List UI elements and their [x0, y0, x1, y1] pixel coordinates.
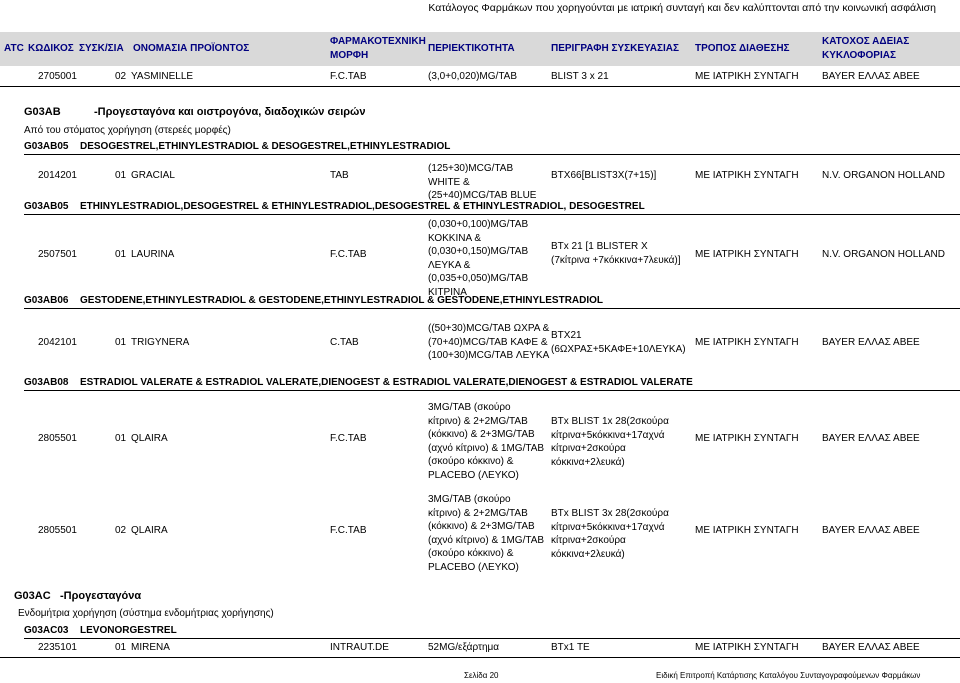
- col-strength: ΠΕΡΙΕΚΤΙΚΟΤΗΤΑ: [428, 43, 515, 54]
- substance-divider: [24, 214, 960, 215]
- row-supply: ΜΕ ΙΑΤΡΙΚΗ ΣΥΝΤΑΓΗ: [695, 642, 799, 653]
- footer-committee: Ειδική Επιτροπή Κατάρτισης Καταλόγου Συνταγογραφούμενων Φαρμάκων: [656, 671, 921, 680]
- row-package: BTX21 (6ΩΧΡΑΣ+5ΚΑΦΕ+10ΛΕΥΚΑ): [551, 330, 686, 355]
- row-name: MIRENA: [131, 642, 170, 653]
- row-pack: 01: [115, 170, 127, 181]
- substance-divider: [24, 638, 960, 639]
- atc-group-title: -Προγεσταγόνα: [60, 590, 142, 602]
- page-title: Κατάλογος Φαρμάκων που χορηγούνται με ιατρική συνταγή και δεν καλύπτονται από την κοινωνική ασφάλιση: [428, 2, 936, 14]
- route-label: Ενδομήτρια χορήγηση (σύστημα ενδομήτριας χορήγησης): [18, 608, 274, 619]
- substance-code: G03AB08: [24, 377, 69, 388]
- column-header-bar: [0, 32, 960, 66]
- row-form: F.C.TAB: [330, 525, 367, 536]
- row-form: F.C.TAB: [330, 249, 367, 260]
- row-holder: BAYER ΕΛΛΑΣ ΑΒΕΕ: [822, 337, 920, 348]
- route-label: Από του στόματος χορήγηση (στερεές μορφές): [24, 125, 231, 136]
- col-name: ΟΝΟΜΑΣΙΑ ΠΡΟΪΟΝΤΟΣ: [133, 43, 250, 54]
- row-package: BTx BLIST 3x 28(2σκούρα κίτρινα+5κόκκινα+17αχνά κίτρινα+2σκούρα κόκκινα+2λευκά): [551, 508, 669, 560]
- row-code: 2235101: [38, 642, 77, 653]
- page-number: Σελίδα 20: [464, 671, 499, 680]
- row-pack: 01: [115, 642, 127, 653]
- substance-code: G03AB05: [24, 141, 69, 152]
- col-package: ΠΕΡΙΓΡΑΦΗ ΣΥΣΚΕΥΑΣΙΑΣ: [551, 43, 679, 54]
- row-holder: BAYER ΕΛΛΑΣ ΑΒΕΕ: [822, 525, 920, 536]
- col-form: ΦΑΡΜΑΚΟΤΕΧΝΙΚΗ ΜΟΡΦΗ: [330, 36, 426, 61]
- row-code: 2805501: [38, 525, 77, 536]
- row-supply: ΜΕ ΙΑΤΡΙΚΗ ΣΥΝΤΑΓΗ: [695, 433, 799, 444]
- row-supply: ΜΕ ΙΑΤΡΙΚΗ ΣΥΝΤΑΓΗ: [695, 525, 799, 536]
- substance-divider: [24, 308, 960, 309]
- row-supply: ΜΕ ΙΑΤΡΙΚΗ ΣΥΝΤΑΓΗ: [695, 71, 799, 82]
- row-name: QLAIRA: [131, 433, 168, 444]
- row-package: BLIST 3 x 21: [551, 71, 609, 82]
- substance-code: G03AB06: [24, 295, 69, 306]
- substance-code: G03AB05: [24, 201, 69, 212]
- atc-group-code: G03AB: [24, 106, 61, 118]
- atc-group-code: G03AC: [14, 590, 51, 602]
- row-package: BTx BLIST 1x 28(2σκούρα κίτρινα+5κόκκινα+17αχνά κίτρινα+2σκούρα κόκκινα+2λευκά): [551, 416, 669, 468]
- substance-divider: [24, 390, 960, 391]
- row-name: LAURINA: [131, 249, 175, 260]
- row-name: TRIGYNERA: [131, 337, 190, 348]
- substance-title: LEVONORGESTREL: [80, 625, 177, 636]
- row-pack: 01: [115, 433, 127, 444]
- row-pack: 01: [115, 337, 127, 348]
- row-holder: BAYER ΕΛΛΑΣ ΑΒΕΕ: [822, 433, 920, 444]
- col-code: ΚΩΔΙΚΟΣ: [28, 43, 74, 54]
- row-holder: BAYER ΕΛΛΑΣ ΑΒΕΕ: [822, 642, 920, 653]
- col-holder: ΚΑΤΟΧΟΣ ΑΔΕΙΑΣ ΚΥΚΛΟΦΟΡΙΑΣ: [822, 36, 910, 61]
- substance-divider: [24, 154, 960, 155]
- footer-divider: [0, 657, 960, 658]
- atc-group-title: -Προγεσταγόνα και οιστρογόνα, διαδοχικών σειρών: [94, 106, 366, 118]
- row-name: YASMINELLE: [131, 71, 194, 82]
- row-strength: ((50+30)MCG/TAB ΩΧΡΑ & (70+40)MCG/TAB ΚΑΦΕ & (100+30)MCG/TAB ΛΕΥΚΑ: [428, 323, 550, 361]
- row-pack: 01: [115, 249, 127, 260]
- row-strength: 3MG/TAB (σκούρο κίτρινο) & 2+2MG/TAB (κόκκινο) & 2+3MG/TAB (αχνό κίτρινο) & 1MG/TAB (σκούρο κόκκινο) & PLACEBO (ΛΕΥΚΟ): [428, 402, 545, 481]
- row-strength: (0,030+0,100)MG/TAB ΚΟΚΚΙΝΑ & (0,030+0,150)MG/TAB ΛΕΥΚΑ & (0,035+0,050)MG/TAB ΚΙΤΡΙΝΑ: [428, 219, 529, 298]
- row-form: TAB: [330, 170, 349, 181]
- substance-code: G03AC03: [24, 625, 69, 636]
- row-code: 2507501: [38, 249, 77, 260]
- row-form: F.C.TAB: [330, 433, 367, 444]
- row-pack: 02: [115, 525, 127, 536]
- row-code: 2705001: [38, 71, 77, 82]
- row-supply: ΜΕ ΙΑΤΡΙΚΗ ΣΥΝΤΑΓΗ: [695, 249, 799, 260]
- row-form: INTRAUT.DE: [330, 642, 389, 653]
- col-atc: ATC: [4, 43, 24, 54]
- row-strength: 52MG/εξάρτημα: [428, 642, 500, 653]
- substance-title: GESTODENE,ETHINYLESTRADIOL & GESTODENE,ETHINYLESTRADIOL & GESTODENE,ETHINYLESTRADIOL: [80, 295, 604, 306]
- row-pack: 02: [115, 71, 127, 82]
- row-package: BTx 21 [1 BLISTER X (7κίτρινα +7κόκκινα+7λευκά)]: [551, 241, 681, 266]
- substance-title: ETHINYLESTRADIOL,DESOGESTREL & ETHINYLESTRADIOL,DESOGESTREL & ETHINYLESTRADIOL, DESOGESTREL: [80, 201, 645, 212]
- row-holder: N.V. ORGANON HOLLAND: [822, 170, 945, 181]
- row-holder: N.V. ORGANON HOLLAND: [822, 249, 945, 260]
- row-code: 2805501: [38, 433, 77, 444]
- row-strength: (3,0+0,020)MG/TAB: [428, 71, 518, 82]
- row-code: 2042101: [38, 337, 77, 348]
- col-supply: ΤΡΟΠΟΣ ΔΙΑΘΕΣΗΣ: [695, 43, 790, 54]
- row-divider: [0, 86, 960, 87]
- row-code: 2014201: [38, 170, 77, 181]
- row-holder: BAYER ΕΛΛΑΣ ΑΒΕΕ: [822, 71, 920, 82]
- row-form: F.C.TAB: [330, 71, 367, 82]
- row-name: QLAIRA: [131, 525, 168, 536]
- row-strength: 3MG/TAB (σκούρο κίτρινο) & 2+2MG/TAB (κόκκινο) & 2+3MG/TAB (αχνό κίτρινο) & 1MG/TAB (σκούρο κόκκινο) & PLACEBO (ΛΕΥΚΟ): [428, 494, 545, 573]
- substance-title: DESOGESTREL,ETHINYLESTRADIOL & DESOGESTREL,ETHINYLESTRADIOL: [80, 141, 451, 152]
- col-pack: ΣΥΣΚ/ΣΙΑ: [79, 43, 124, 54]
- row-form: C.TAB: [330, 337, 359, 348]
- substance-title: ESTRADIOL VALERATE & ESTRADIOL VALERATE,DIENOGEST & ESTRADIOL VALERATE,DIENOGEST & ESTRADIOL VALERATE: [80, 377, 693, 388]
- row-package: BTx1 TE: [551, 642, 590, 653]
- row-supply: ΜΕ ΙΑΤΡΙΚΗ ΣΥΝΤΑΓΗ: [695, 170, 799, 181]
- row-strength: (125+30)MCG/TAB WHITE & (25+40)MCG/TAB BLUE: [428, 163, 537, 201]
- row-package: BTX66[BLIST3X(7+15)]: [551, 170, 657, 181]
- row-name: GRACIAL: [131, 170, 175, 181]
- row-supply: ΜΕ ΙΑΤΡΙΚΗ ΣΥΝΤΑΓΗ: [695, 337, 799, 348]
